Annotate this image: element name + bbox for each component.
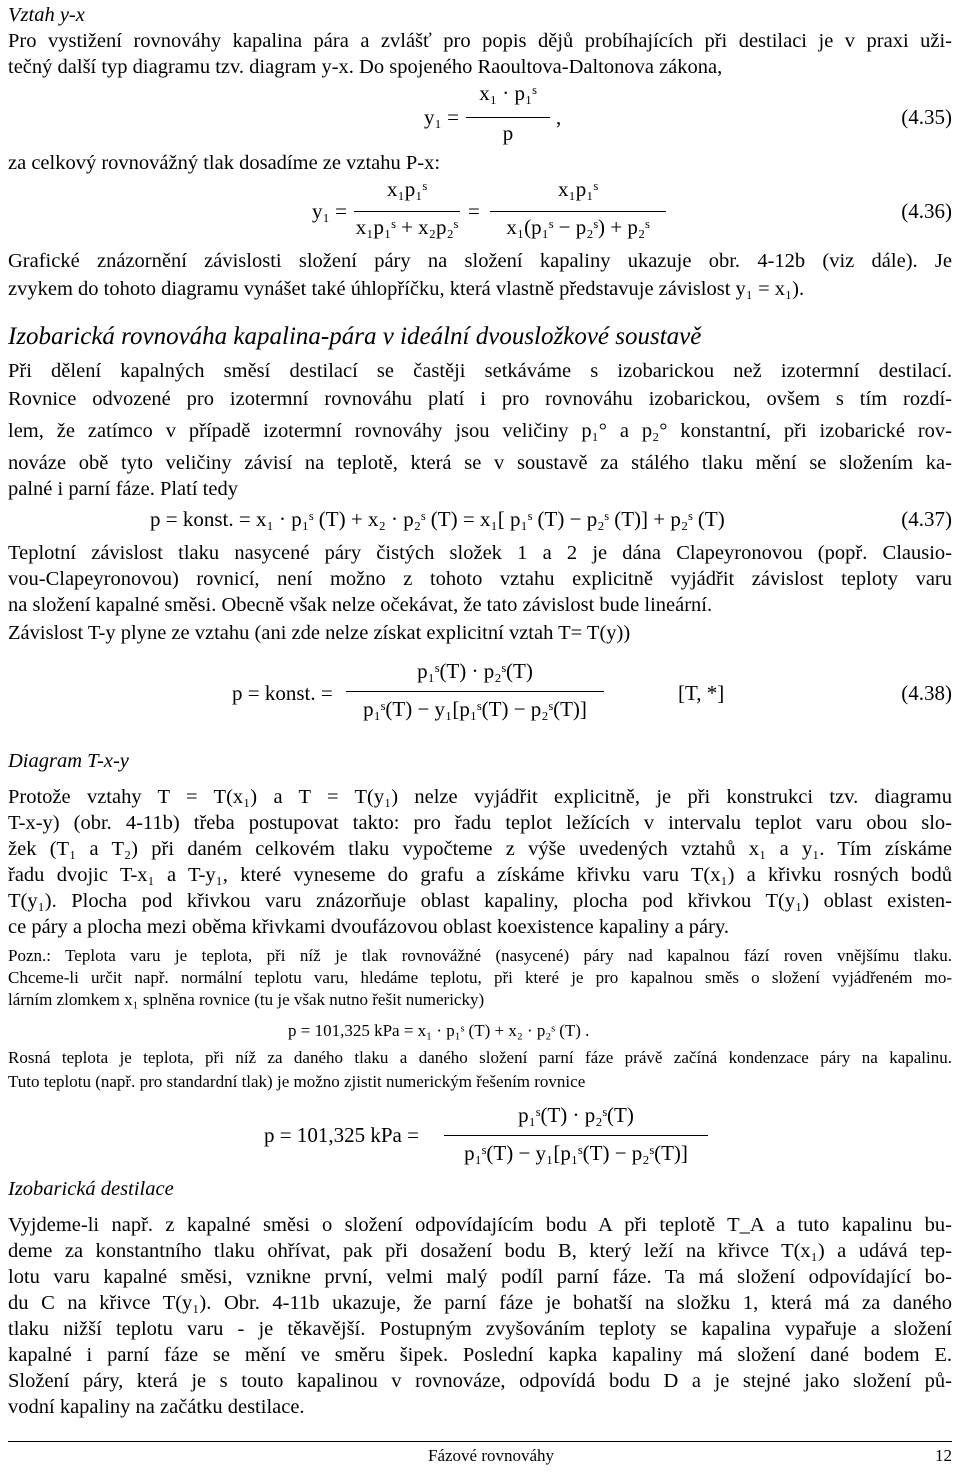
text-line: T(y₁). Plocha pod křivkou varu znázorňuje oblast kapaliny, plocha pod křivkou T(y₁) oblast existen- (8, 890, 952, 912)
text-line: lem, že zatímco v případě izotermní rovnováhy jsou veličiny p₁° a p₂° konstantní, při izobarické rov- (8, 420, 952, 442)
text-line: Rovnice odvozené pro izotermní rovnováhu platí i pro rovnováhu izobarickou, ovšem s tím rozdí- (8, 388, 952, 410)
text-line: Vyjdeme-li např. z kapalné směsi o složení odpovídajícím bodu A při teplotě T_A a tuto kapalinu bu- (8, 1214, 952, 1236)
text-line: ce páry a plocha mezi oběma křivkami dvoufázovou oblast koexistence kapaliny a páry. (8, 916, 730, 938)
eq36-numerator-1: x₁p₁ˢ (386, 177, 428, 201)
eq38-denominator: p₁ˢ(T) − y₁[p₁ˢ(T) − p₂ˢ(T)] (363, 697, 587, 721)
intro-line: Pro vystižení rovnováhy kapalina pára a zvlášť pro popis dějů probíhajících při destilaci je v praxi uži- (8, 30, 952, 52)
note-eq2-numerator: p₁ˢ(T) · p₂ˢ(T) (518, 1103, 634, 1127)
eq37-expression: p = konst. = x₁ · p₁ˢ (T) + x₂ · p₂ˢ (T) = x₁[ p₁ˢ (T) − p₂ˢ (T)] + p₂ˢ (T) (150, 507, 725, 531)
text-line: žek (T₁ a T₂) při daném celkovém tlaku vypočteme z výše uvedených vztahů x₁ a y₁. Tím získáme (8, 838, 952, 860)
eq36-fraction-bar-2 (490, 211, 666, 212)
note-eq2-fraction-bar (444, 1135, 708, 1136)
eq38-fraction-bar (346, 691, 604, 692)
section-heading: Izobarická destilace (8, 1178, 174, 1200)
text-line: nováze obě tyto veličiny závisí na teplotě, která se v soustavě za stálého tlaku mění se složením ka- (8, 452, 952, 474)
page-number: 12 (935, 1446, 952, 1465)
note-line: lárním zlomkem x₁ splněna rovnice (tu je však nutno řešit numericky) (8, 990, 485, 1009)
eq38-tag: [T, *] (678, 681, 725, 705)
eq38-number: (4.38) (901, 681, 952, 705)
section-heading: Izobarická rovnováha kapalina-pára v ideální dvousložkové soustavě (8, 323, 702, 350)
eq36-equals: = (468, 199, 480, 223)
text-line: vodní kapaliny na začátku destilace. (8, 1396, 305, 1418)
section-heading: Diagram T-x-y (8, 750, 129, 772)
eq35-tail: , (556, 105, 562, 129)
eq35-number: (4.35) (901, 105, 952, 129)
text-line: Teplotní závislost tlaku nasycené páry čistých složek 1 a 2 je dána Clapeyronovou (popř. Clausio- (8, 542, 952, 564)
text-line: Složení páry, která je s touto kapalinou v rovnováze, odpovídá bodu D a je stejné jako složení pů- (8, 1370, 952, 1392)
note-eq2-lhs: p = 101,325 kPa = (264, 1123, 419, 1147)
eq35-denominator: p (502, 121, 514, 145)
eq36-lhs: y₁ = (312, 199, 347, 223)
text-line: Závislost T-y plyne ze vztahu (ani zde nelze získat explicitní vztah T= T(y)) (8, 622, 631, 644)
note-line: Tuto teplotu (např. pro standardní tlak) je možno zjistit numerickým řešením rovnice (8, 1072, 586, 1091)
text-line: palné i parní fáze. Platí tedy (8, 478, 238, 500)
intro-line: tečný další typ diagramu tzv. diagram y-x. Do spojeného Raoultova-Daltonova zákona, (8, 56, 723, 78)
text-line: zvykem do tohoto diagramu vynášet také úhlopříčku, která vlastně představuje závislost y₁ = x₁). (8, 278, 805, 300)
note-line: Chceme-li určit např. normální teplotu varu, hledáme teplotu, při které je pro kapalnou směs o složení vyjádřeném mo- (8, 968, 952, 987)
note-line: Rosná teplota je teplota, při níž za daného tlaku a daného složení parní fáze právě začíná kondenzace páry na kapalinu. (8, 1048, 952, 1067)
eq35-lhs: y₁ = (424, 105, 459, 129)
note-line: Pozn.: Teplota varu je teplota, při níž je tlak rovnovážné (nasycené) páry nad kapalnou fází roven vnějšímu tlaku. (8, 946, 952, 965)
text-line: vou-Clapeyronovou) rovnicí, není možno z tohoto vztahu explicitně vyjádřit závislost teploty varu (8, 568, 952, 590)
footer-rule (8, 1441, 952, 1442)
text-line: řadu dvojic T-x₁ a T-y₁, které vyneseme do grafu a získáme křivku varu T(x₁) a křivku rosných bodů (8, 864, 952, 886)
eq36-number: (4.36) (901, 199, 952, 223)
note-equation: p = 101,325 kPa = x₁ · p₁ˢ (T) + x₂ · p₂ˢ (T) . (288, 1021, 590, 1040)
eq37-number: (4.37) (901, 507, 952, 531)
text-line: du C na křivce T(y₁). Obr. 4-11b ukazuje, že parní fáze je bohatší na složku 1, která má za daného (8, 1292, 952, 1314)
eq35-fraction-bar (466, 117, 550, 118)
footer-title: Fázové rovnováhy (428, 1446, 555, 1465)
text-line: deme za konstantního tlaku ohřívat, pak při dosažení bodu B, který leží na křivce T(x₁) a udává tep- (8, 1240, 952, 1262)
text-line: lotu varu kapalné směsi, vznikne první, velmi malý podíl parní fáze. Ta má složení odpovídající bo- (8, 1266, 952, 1288)
text-line: T-x-y) (obr. 4-11b) třeba postupovat takto: pro řadu teplot ležících v intervalu teplot varu obou slo- (8, 812, 952, 834)
text-line: Grafické znázornění závislosti složení páry na složení kapaliny ukazuje obr. 4-12b (viz dále). Je (8, 250, 952, 272)
eq38-numerator: p₁ˢ(T) · p₂ˢ(T) (417, 659, 533, 683)
text-line: na složení kapalné směsi. Obecně však nelze očekávat, že tato závislost bude lineární. (8, 594, 713, 616)
eq36-denominator-1: x₁p₁ˢ + x₂p₂ˢ (355, 215, 459, 239)
text-line: kapalné i parní fáze se mění ve směru šipek. Poslední kapka kapaliny má složení dané bodem E. (8, 1344, 952, 1366)
eq36-denominator-2: x₁(p₁ˢ − p₂ˢ) + p₂ˢ (506, 215, 650, 239)
text-line: Při dělení kapalných směsí destilací se častěji setkáváme s izobarickou než izotermní destilací. (8, 360, 952, 382)
eq36-fraction-bar-1 (354, 211, 460, 212)
eq35-numerator: x₁ · p₁ˢ (479, 81, 537, 105)
text-line: Protože vztahy T = T(x₁) a T = T(y₁) nelze vyjádřit explicitně, je při konstrukci tzv. diagramu (8, 786, 952, 808)
text-line: tlaku nižší teplotu varu - je těkavější. Postupným zvyšováním teploty se kapalina vypařuje a složení (8, 1318, 952, 1340)
eq36-numerator-2: x₁p₁ˢ (557, 177, 599, 201)
note-eq2-denominator: p₁ˢ(T) − y₁[p₁ˢ(T) − p₂ˢ(T)] (464, 1141, 688, 1165)
eq38-lhs: p = konst. = (232, 681, 333, 705)
section-title: Vztah y-x (8, 4, 85, 26)
text-line: za celkový rovnovážný tlak dosadíme ze vztahu P-x: (8, 152, 441, 174)
